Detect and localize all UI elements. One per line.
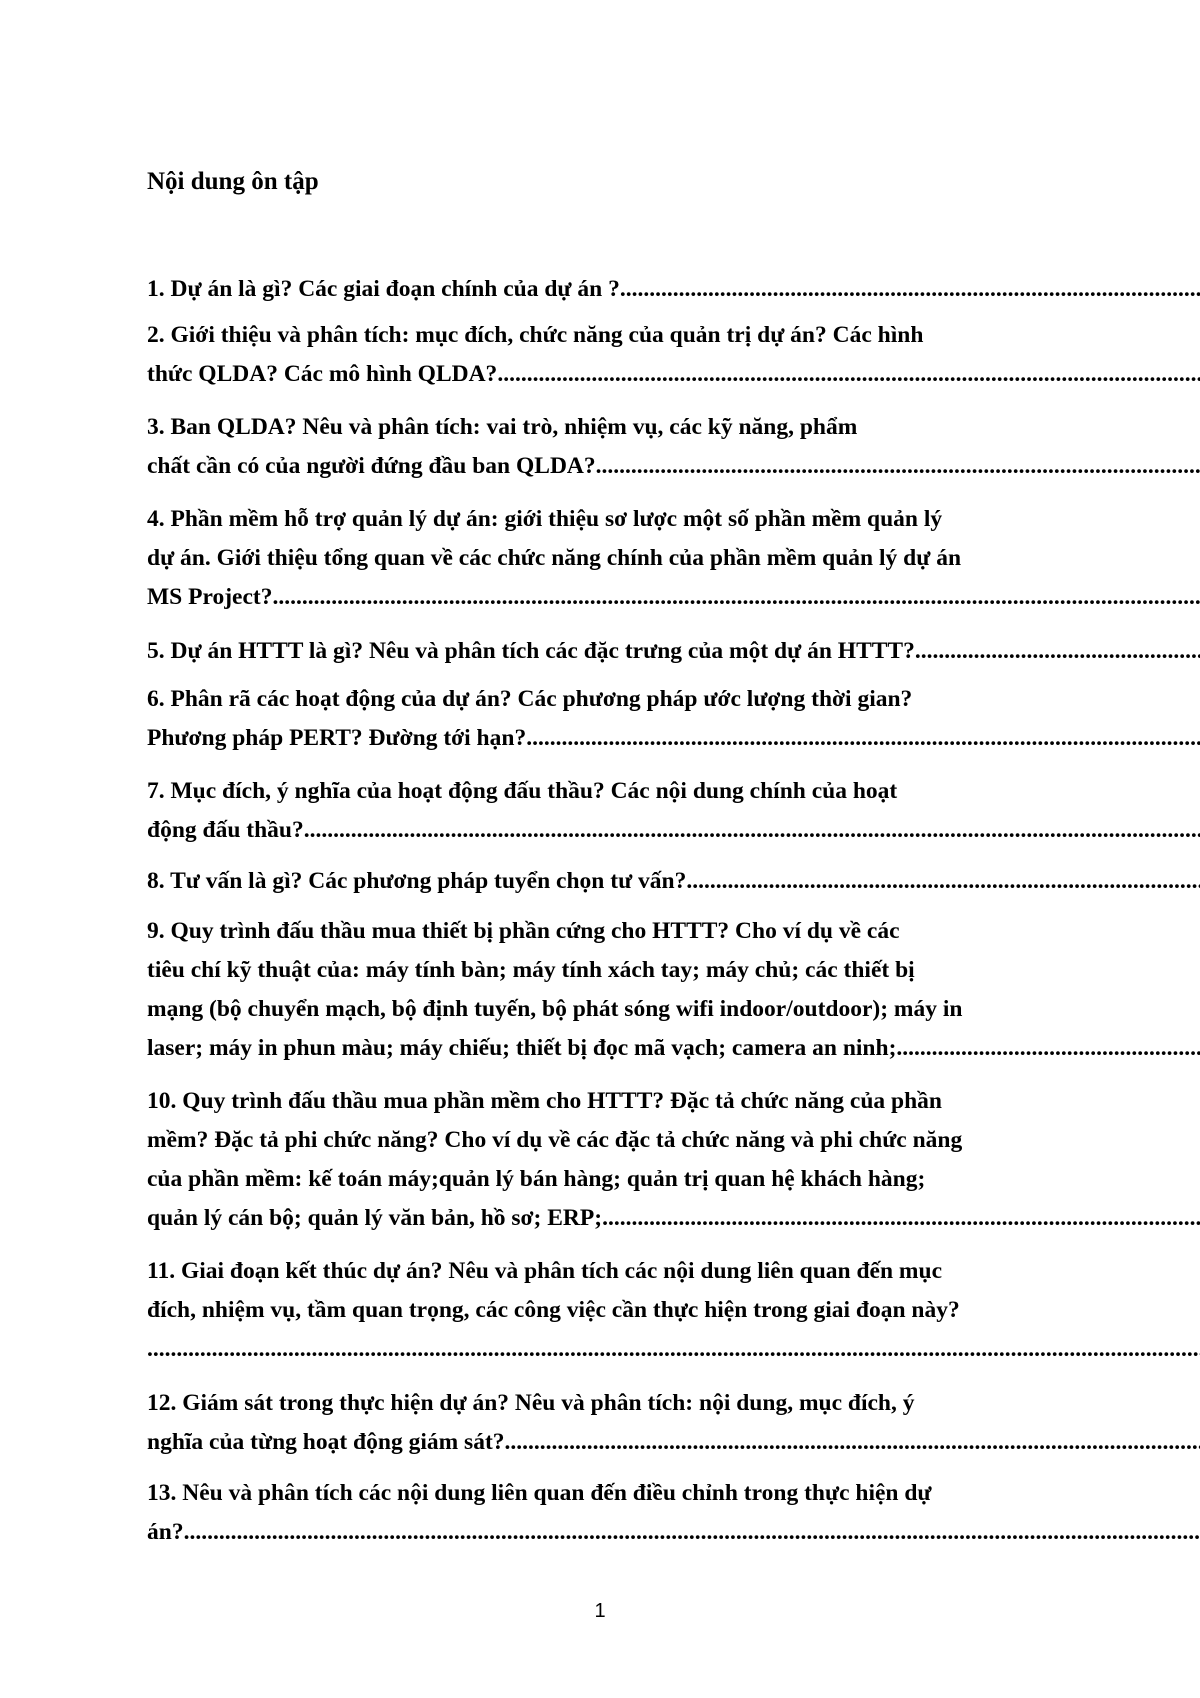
question-4 (147, 500, 1200, 617)
question-line: của phần mềm: kế toán máy;quản lý bán hàng; quản trị quan hệ khách hàng; (147, 1166, 926, 1192)
question-line: 13. Nêu và phân tích các nội dung liên quan đến điều chỉnh trong thực hiện dự (147, 1480, 932, 1506)
question-line: 11. Giai đoạn kết thúc dự án? Nêu và phân tích các nội dung liên quan đến mục (147, 1258, 943, 1284)
question-line: đích, nhiệm vụ, tầm quan trọng, các công việc cần thực hiện trong giai đoạn này? (147, 1297, 960, 1323)
question-line: thức QLDA? Các mô hình QLDA? ..... (147, 355, 1200, 394)
question-3 (147, 408, 1200, 486)
question-12 (147, 1384, 1200, 1462)
question-line: 9. Quy trình đấu thầu mua thiết bị phần cứng cho HTTT? Cho ví dụ về các (147, 918, 900, 944)
question-11 (147, 1252, 1200, 1369)
question-line: nghĩa của từng hoạt động giám sát? ..... (147, 1423, 1200, 1462)
question-13 (147, 1474, 1200, 1552)
question-line: mạng (bộ chuyển mạch, bộ định tuyến, bộ phát sóng wifi indoor/outdoor); máy in (147, 996, 963, 1022)
question-line: 10. Quy trình đấu thầu mua phần mềm cho HTTT? Đặc tả chức năng của phần (147, 1088, 942, 1114)
page-number: 1 (594, 1600, 606, 1622)
question-line: 1. Dự án là gì? Các giai đoạn chính của dự án ? ..... (147, 270, 1200, 309)
question-5 (147, 632, 1200, 671)
page-heading: Nội dung ôn tập (147, 168, 319, 195)
question-line: động đấu thầu? ..... (147, 811, 1200, 850)
question-line: án? ..... (147, 1513, 1200, 1552)
question-line: 5. Dự án HTTT là gì? Nêu và phân tích các đặc trưng của một dự án HTTT? ..... (147, 632, 1200, 671)
question-6 (147, 680, 1200, 758)
question-8 (147, 862, 1200, 901)
question-line: 3. Ban QLDA? Nêu và phân tích: vai trò, nhiệm vụ, các kỹ năng, phẩm (147, 414, 858, 440)
question-line: 4. Phần mềm hỗ trợ quản lý dự án: giới thiệu sơ lược một số phần mềm quản lý (147, 506, 943, 532)
question-line: mềm? Đặc tả phi chức năng? Cho ví dụ về các đặc tả chức năng và phi chức năng (147, 1127, 963, 1153)
question-line: dự án. Giới thiệu tổng quan về các chức năng chính của phần mềm quản lý dự án (147, 545, 962, 571)
question-line: 12. Giám sát trong thực hiện dự án? Nêu và phân tích: nội dung, mục đích, ý (147, 1390, 915, 1416)
question-line: chất cần có của người đứng đầu ban QLDA? ..... (147, 447, 1200, 486)
question-line: 2. Giới thiệu và phân tích: mục đích, chức năng của quản trị dự án? Các hình (147, 322, 924, 348)
question-9 (147, 912, 1200, 1068)
question-line: 6. Phân rã các hoạt động của dự án? Các phương pháp ước lượng thời gian? (147, 686, 913, 712)
question-line: quản lý cán bộ; quản lý văn bản, hồ sơ; ERP; ..... (147, 1199, 1200, 1238)
question-line: 7. Mục đích, ý nghĩa của hoạt động đấu thầu? Các nội dung chính của hoạt (147, 778, 898, 804)
question-line: 8. Tư vấn là gì? Các phương pháp tuyển chọn tư vấn? ..... (147, 862, 1200, 901)
question-line (147, 1330, 1200, 1369)
question-line: Phương pháp PERT? Đường tới hạn? ..... (147, 719, 1200, 758)
question-line: laser; máy in phun màu; máy chiếu; thiết bị đọc mã vạch; camera an ninh; ..... (147, 1029, 1200, 1068)
question-1 (147, 270, 1200, 309)
question-10 (147, 1082, 1200, 1238)
question-line: tiêu chí kỹ thuật của: máy tính bàn; máy tính xách tay; máy chủ; các thiết bị (147, 957, 915, 983)
question-2 (147, 316, 1200, 394)
question-7 (147, 772, 1200, 850)
question-line: MS Project? ..... (147, 578, 1200, 617)
